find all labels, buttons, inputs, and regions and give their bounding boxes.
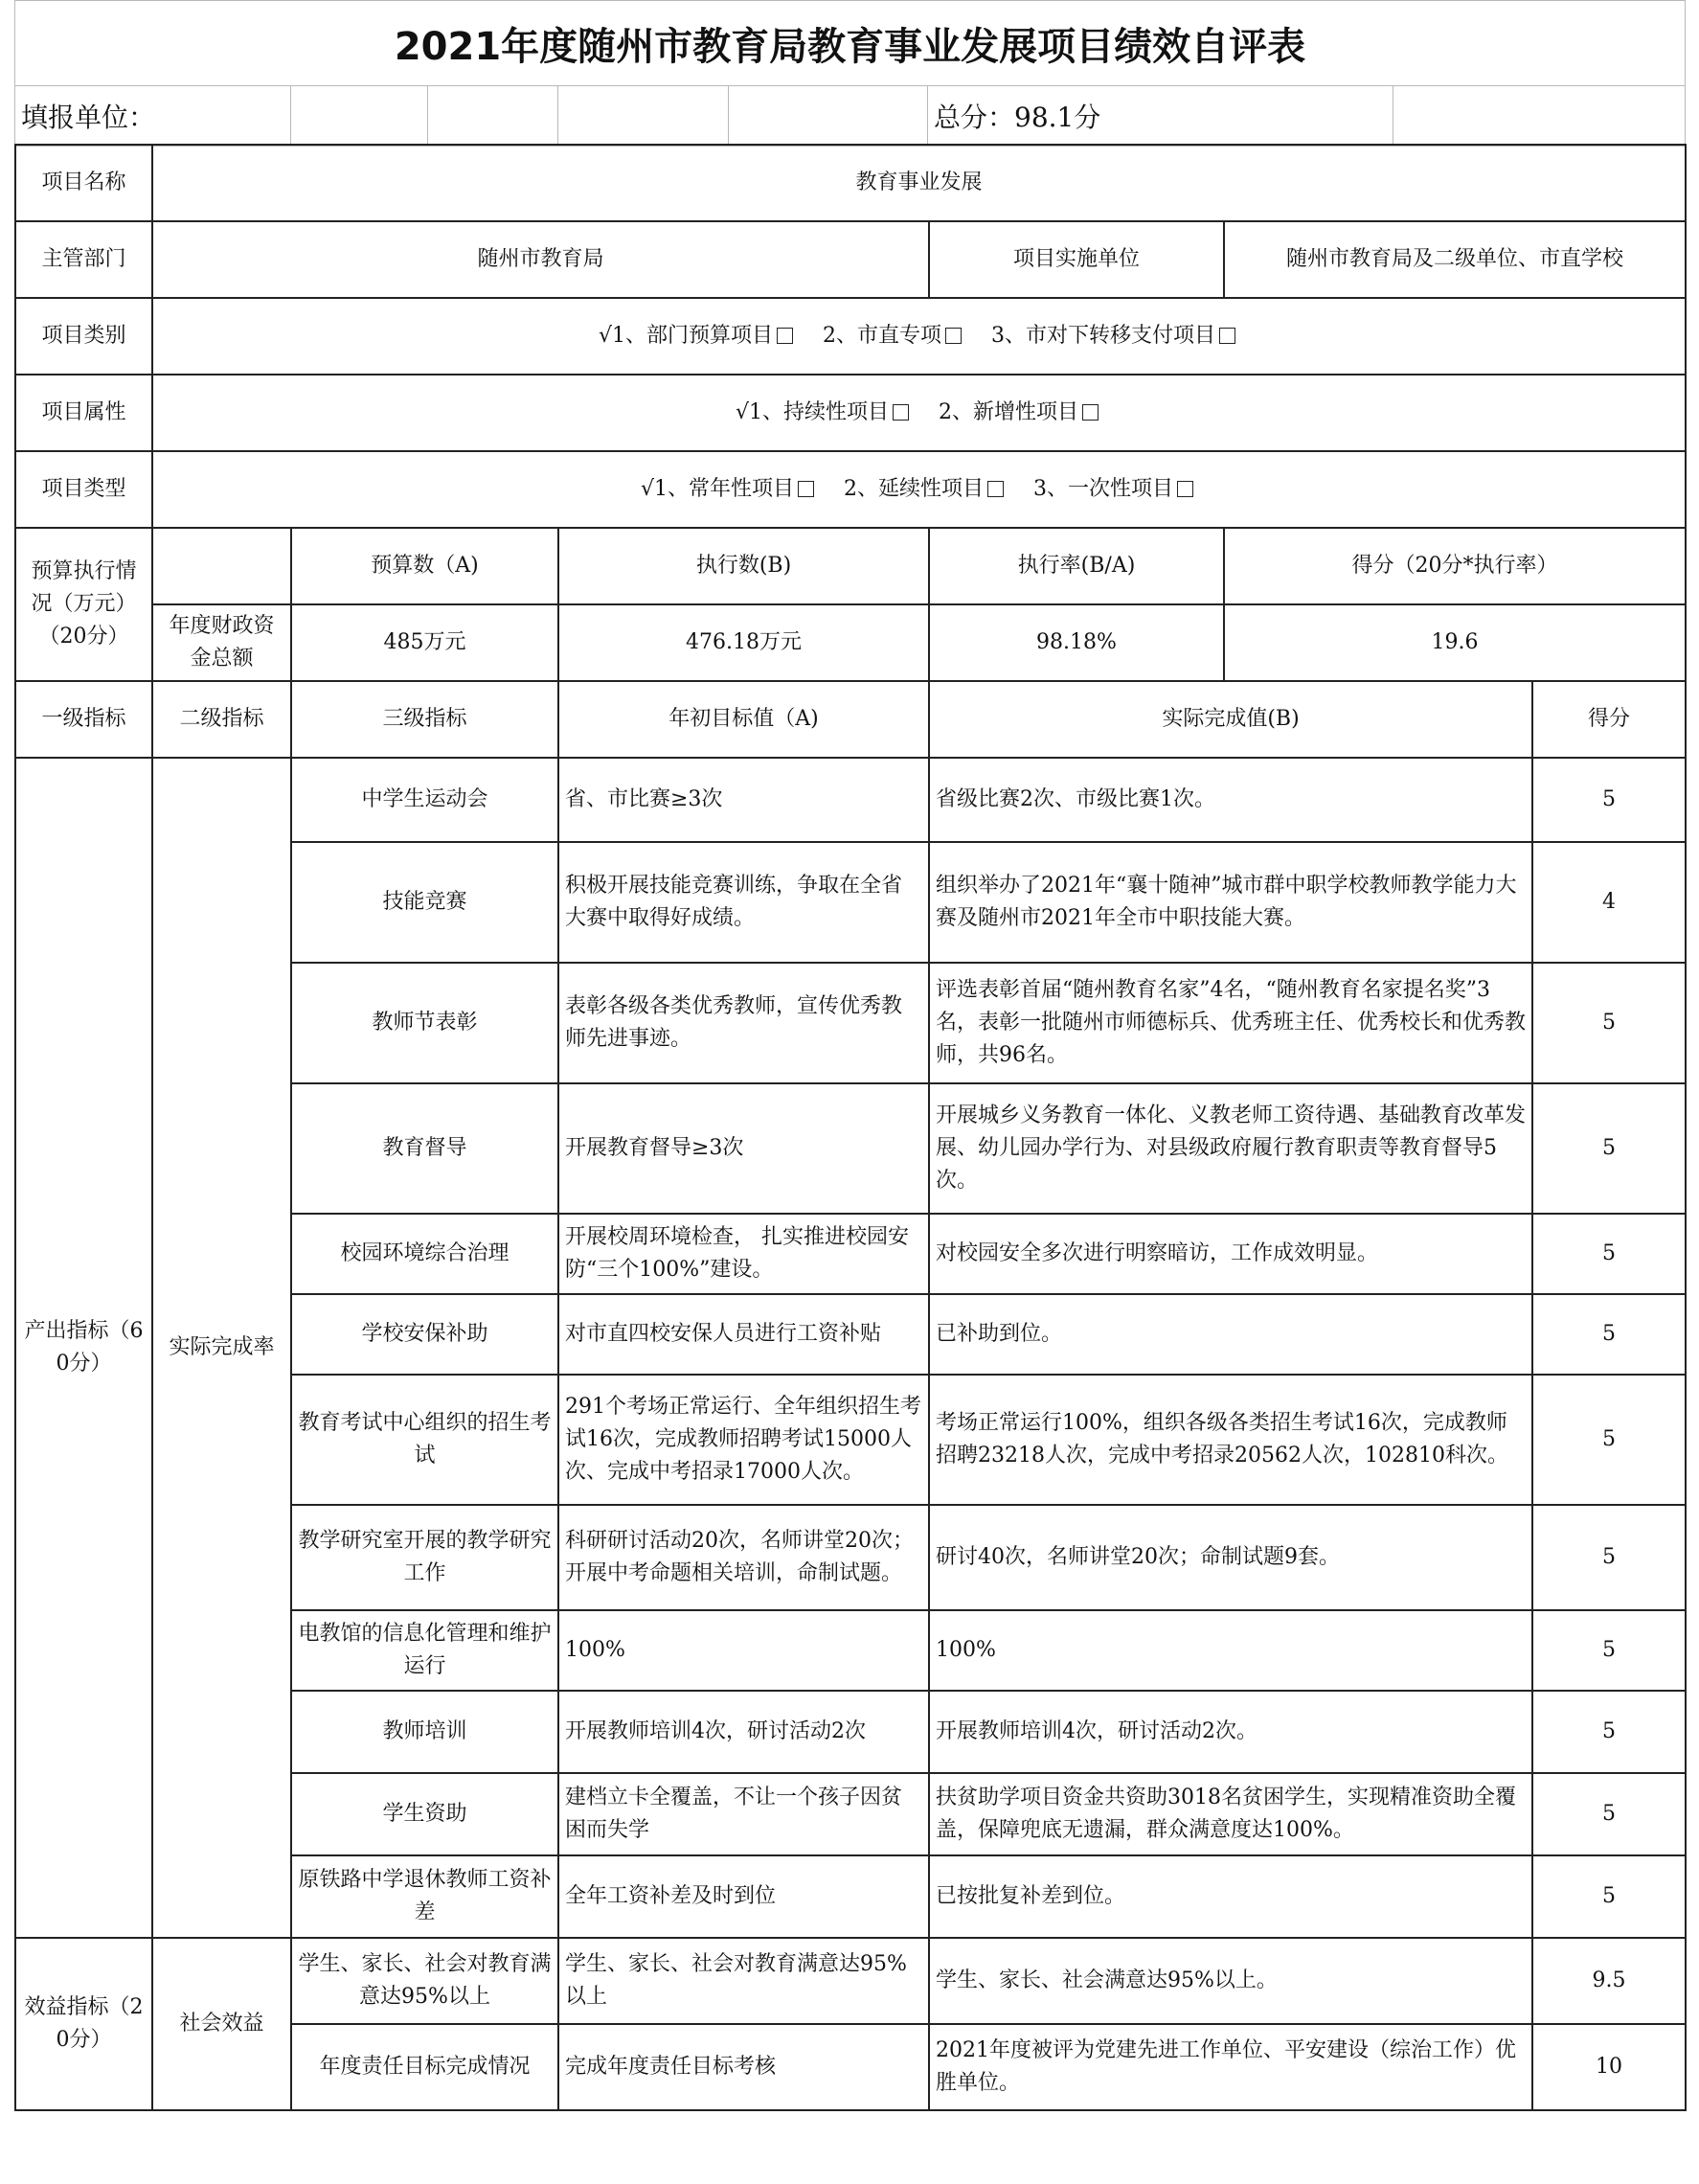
benefit-level2: 社会效益 [152,1938,291,2110]
budget-label: 预算执行情况（万元）（20分） [15,528,152,681]
main-table [14,144,1687,2111]
blank-cell [729,86,928,147]
table-row: 学校安保补助 对市直四校安保人员进行工资补贴 已补助到位。 5 [15,1294,1686,1375]
budget-value: 19.6 [1224,604,1686,681]
benefit-level1: 效益指标（20分） [15,1938,152,2110]
total-score: 总分：98.1分 [928,86,1393,147]
table-row: 技能竞赛 积极开展技能竞赛训练，争取在全省大赛中取得好成绩。 组织举办了2021年“襄十随神”城市群中职学校教师教学能力大赛及随州市2021年全市中职技能大赛。 4 [15,842,1686,963]
fill-unit-label: 填报单位： [15,86,291,147]
blank-cell [152,528,291,604]
budget-value: 476.18万元 [558,604,929,681]
blank-cell [428,86,558,147]
indicator-header: 年初目标值（A) [558,681,929,758]
table-row: 教师培训 开展教师培训4次，研讨活动2次 开展教师培训4次，研讨活动2次。 5 [15,1691,1686,1773]
checkbox-icon [893,404,909,421]
dept-value: 随州市教育局 [152,221,929,298]
indicator-header: 一级指标 [15,681,152,758]
checkbox-icon [1177,481,1193,497]
checkbox-icon [798,481,814,497]
project-name-label: 项目名称 [15,145,152,221]
table-row: 校园环境综合治理 开展校周环境检查， 扎实推进校园安防“三个100%”建设。 对校园安全多次进行明察暗访，工作成效明显。 5 [15,1214,1686,1294]
table-row: 产出指标（60分） 实际完成率 中学生运动会 省、市比赛≥3次 省级比赛2次、市级比赛1次。 5 [15,758,1686,842]
type-label: 项目类型 [15,451,152,528]
budget-header: 得分（20分*执行率） [1224,528,1686,604]
indicator-header: 三级指标 [291,681,558,758]
table-row: 原铁路中学退休教师工资补差 全年工资补差及时到位 已按批复补差到位。 5 [15,1855,1686,1938]
budget-value: 98.18% [929,604,1224,681]
header-table [14,0,1686,147]
indicator-header: 得分 [1532,681,1686,758]
dept-label: 主管部门 [15,221,152,298]
table-row: 年度责任目标完成情况 完成年度责任目标考核 2021年度被评为党建先进工作单位、平安建设（综治工作）优胜单位。 10 [15,2024,1686,2110]
category-options: √1、部门预算项目 2、市直专项 3、市对下转移支付项目 [152,298,1686,375]
category-label: 项目类别 [15,298,152,375]
checkbox-icon [945,328,962,344]
budget-header: 执行数(B) [558,528,929,604]
indicator-header: 实际完成值(B) [929,681,1532,758]
checkbox-icon [987,481,1004,497]
table-row: 教育考试中心组织的招生考试 291个考场正常运行、全年组织招生考试16次，完成教师招聘考试15000人次、完成中考招录17000人次。 考场正常运行100%，组织各级各类招生考试16次，完成教师招聘23218人次，完成中考招录20562人次，102810科次。 5 [15,1375,1686,1505]
table-row: 教学研究室开展的教学研究工作 科研研讨活动20次，名师讲堂20次；开展中考命题相关培训，命制试题。 研讨40次，名师讲堂20次；命制试题9套。 5 [15,1505,1686,1610]
budget-header: 执行率(B/A) [929,528,1224,604]
output-level1: 产出指标（60分） [15,758,152,1938]
table-row: 电教馆的信息化管理和维护运行 100% 100% 5 [15,1610,1686,1691]
impl-value: 随州市教育局及二级单位、市直学校 [1224,221,1686,298]
impl-label: 项目实施单位 [929,221,1224,298]
blank-cell [558,86,729,147]
table-row: 效益指标（20分） 社会效益 学生、家长、社会对教育满意达95%以上 学生、家长、社会对教育满意达95%以上 学生、家长、社会满意达95%以上。 9.5 [15,1938,1686,2024]
attribute-label: 项目属性 [15,375,152,451]
attribute-options: √1、持续性项目 2、新增性项目 [152,375,1686,451]
indicator-header: 二级指标 [152,681,291,758]
project-name-value: 教育事业发展 [152,145,1686,221]
blank-cell [1393,86,1686,147]
checkbox-icon [1219,328,1235,344]
checkbox-icon [1082,404,1099,421]
table-row: 教师节表彰 表彰各级各类优秀教师，宣传优秀教师先进事迹。 评选表彰首届“随州教育名家”4名，“随州教育名家提名奖”3名，表彰一批随州市师德标兵、优秀班主任、优秀校长和优秀教师，共96名。 5 [15,963,1686,1083]
page-title: 2021年度随州市教育局教育事业发展项目绩效自评表 [15,1,1686,86]
budget-value: 485万元 [291,604,558,681]
output-level2: 实际完成率 [152,758,291,1938]
budget-row-label: 年度财政资金总额 [152,604,291,681]
type-options: √1、常年性项目 2、延续性项目 3、一次性项目 [152,451,1686,528]
blank-cell [291,86,428,147]
checkbox-icon [777,328,793,344]
budget-header: 预算数（A) [291,528,558,604]
table-row: 教育督导 开展教育督导≥3次 开展城乡义务教育一体化、义教老师工资待遇、基础教育改革发展、幼儿园办学行为、对县级政府履行教育职责等教育督导5次。 5 [15,1083,1686,1214]
table-row: 学生资助 建档立卡全覆盖，不让一个孩子因贫困而失学 扶贫助学项目资金共资助3018名贫困学生，实现精准资助全覆盖，保障兜底无遗漏，群众满意度达100%。 5 [15,1773,1686,1855]
